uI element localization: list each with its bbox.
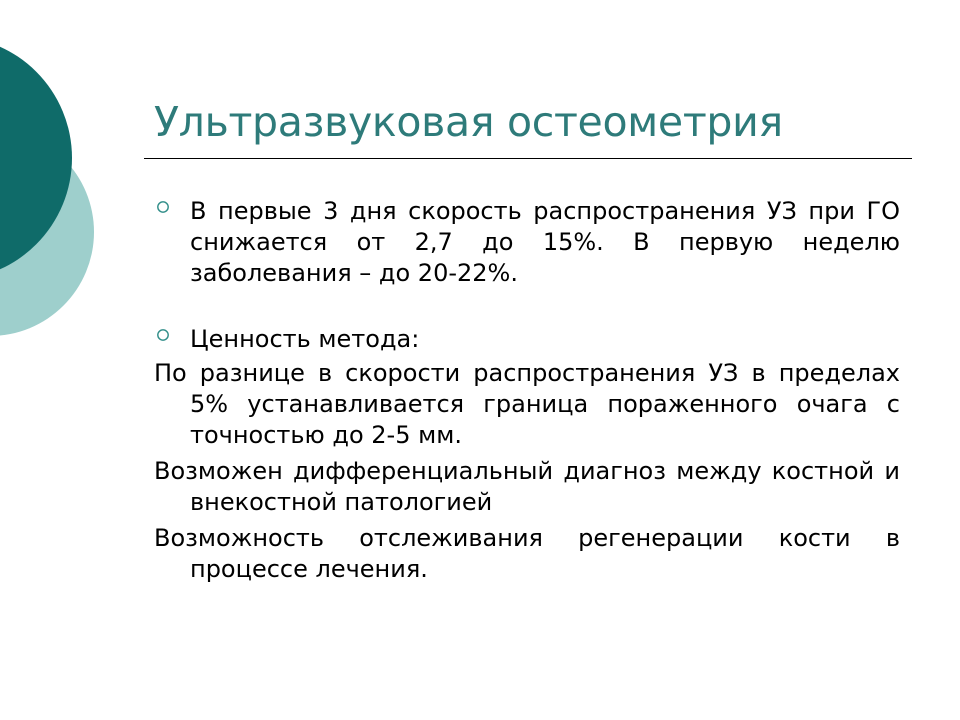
bullet-text: Ценность метода:: [190, 325, 420, 353]
decorative-circles: [0, 0, 130, 400]
bullet-item: [154, 196, 900, 289]
body-paragraph: Возможность отслеживания регенерации кости в процессе лечения.: [154, 524, 900, 583]
body-paragraph: По разнице в скорости распространения УЗ в пределах 5% устанавливается граница пораженного очага с точностью до 2-5 мм.: [154, 359, 900, 449]
body-paragraph: Возможен дифференциальный диагноз между костной и внекостной патологией: [154, 457, 900, 516]
bullet-item: [154, 324, 900, 355]
ring-bullet-icon: [156, 200, 170, 214]
title-underline: [144, 158, 912, 159]
slide-title: Ультразвуковая остеометрия: [154, 98, 783, 146]
slide-body: [154, 196, 900, 585]
bullet-text: В первые 3 дня скорость распространения УЗ при ГО снижается от 2,7 до 15%. В первую неделю заболевания – до 20-22%.: [190, 197, 900, 287]
ring-bullet-icon: [156, 328, 170, 342]
